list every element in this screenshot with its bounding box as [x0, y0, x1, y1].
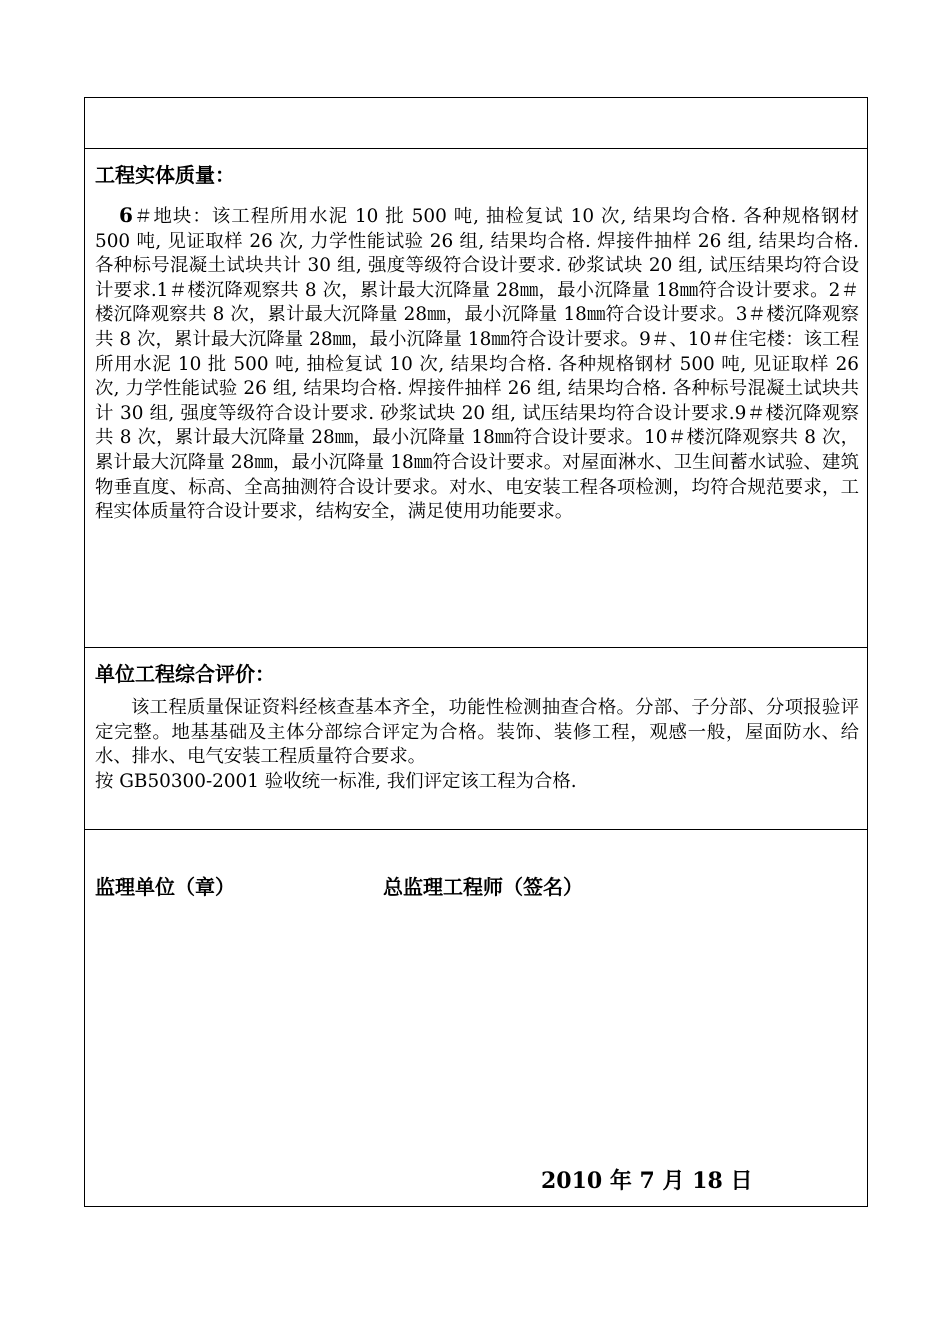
overall-evaluation-title: 单位工程综合评价：: [95, 662, 275, 686]
overall-evaluation-section: [95, 660, 859, 794]
row-divider: [85, 829, 867, 830]
entity-quality-section: [95, 161, 859, 525]
overall-evaluation-conclusion: 按 GB50300-2001 验收统一标准, 我们评定该工程为合格.: [95, 770, 577, 792]
entity-quality-title: 工程实体质量：: [95, 163, 235, 187]
chief-engineer-label: 总监理工程师（签名）: [383, 875, 583, 899]
sign-date: 2010 年 7 月 18 日: [541, 1168, 753, 1194]
signature-row: [95, 873, 859, 901]
supervision-unit-label: 监理单位（章）: [95, 875, 235, 899]
entity-quality-text: [95, 203, 859, 525]
row-divider: [85, 647, 867, 648]
row-divider: [85, 148, 867, 149]
evaluation-table: [84, 97, 868, 1207]
entity-quality-body: ＃地块：该工程所用水泥 10 批 500 吨, 抽检复试 10 次, 结果均合格. 各种规格钢材 500 吨, 见证取样 26 次, 力学性能试验 26 组, 结果均合格. 焊接件抽样 26 组, 结果均合格. 各种标号混凝土试块共计 30 组, 强度等级符合设计要求. 砂浆试块 20 组, 试压结果均符合设计要求.1＃楼沉降观察共 8 次，累计最大沉降量 28㎜，最小沉降量 18㎜符合设计要求。2＃楼沉降观察共 8 次，累计最大沉降量 28㎜，最小沉降量 18㎜符合设计要求。3＃楼沉降观察共 8 次，累计最大沉降量 28㎜，最小沉降量 18㎜符合设计要求。9＃、10＃住宅楼：该工程所用水泥 10 批 500 吨, 抽检复试 10 次, 结果均合格. 各种规格钢材 500 吨, 见证取样 26 次, 力学性能试验 26 组, 结果均合格. 焊接件抽样 26 组, 结果均合格. 各种标号混凝土试块共计 30 组, 强度等级符合设计要求. 砂浆试块 20 组, 试压结果均符合设计要求.9＃楼沉降观察共 8 次，累计最大沉降量 28㎜，最小沉降量 18㎜符合设计要求。10＃楼沉降观察共 8 次，累计最大沉降量 28㎜，最小沉降量 18㎜符合设计要求。对屋面淋水、卫生间蓄水试验、建筑物垂直度、标高、全高抽测符合设计要求。对水、电安装工程各项检测，均符合规范要求，工程实体质量符合设计要求，结构安全，满足使用功能要求。: [95, 206, 859, 523]
overall-evaluation-text: 该工程质量保证资料经核查基本齐全，功能性检测抽查合格。分部、子分部、分项报验评定完整。地基基础及主体分部综合评定为合格。装饰、装修工程，观感一般，屋面防水、给水、排水、电气安装工程质量符合要求。: [95, 697, 859, 768]
entity-quality-lead: 6: [119, 203, 133, 227]
